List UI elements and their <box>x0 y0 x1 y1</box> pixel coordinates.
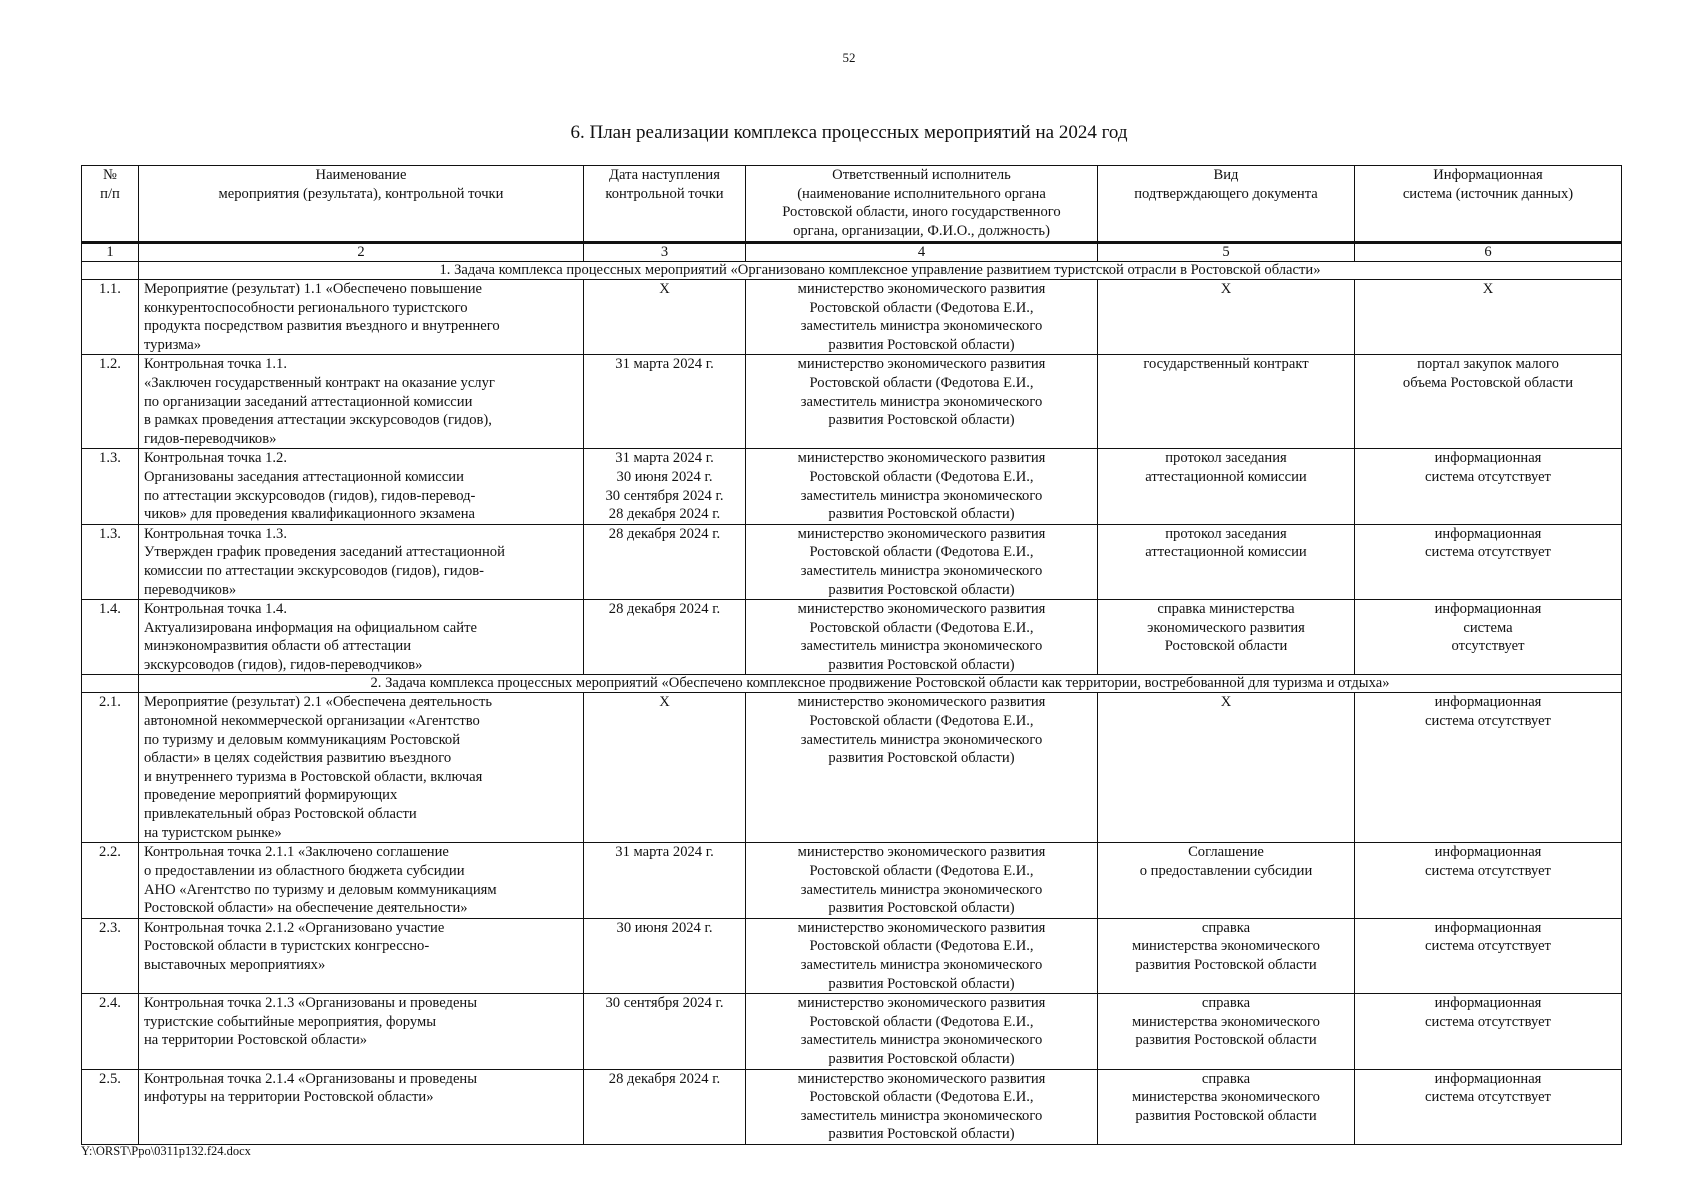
column-number-cell: 6 <box>1355 243 1622 262</box>
control-date: 28 декабря 2024 г. <box>584 524 746 599</box>
confirming-document: протокол заседания аттестационной комиссии <box>1098 449 1355 524</box>
table-row <box>82 994 1622 1069</box>
header-row <box>82 166 1622 243</box>
column-number-cell: 1 <box>82 243 139 262</box>
plan-table <box>81 165 1622 1145</box>
activity-name: Мероприятие (результат) 1.1 «Обеспечено повышение конкурентоспособности регионального туристского продукта посредством развития въездного и внутреннего туризма» <box>139 280 584 355</box>
row-number: 2.2. <box>82 843 139 918</box>
information-system: информационная система отсутствует <box>1355 600 1622 675</box>
confirming-document: X <box>1098 693 1355 843</box>
confirming-document: справка министерства экономического развития Ростовской области <box>1098 994 1355 1069</box>
control-date: 31 марта 2024 г. <box>584 355 746 449</box>
control-date: 30 июня 2024 г. <box>584 918 746 993</box>
table-row <box>82 449 1622 524</box>
row-number: 1.1. <box>82 280 139 355</box>
control-date: 31 марта 2024 г. <box>584 843 746 918</box>
activity-name: Контрольная точка 1.2. Организованы заседания аттестационной комиссии по аттестации экскурсоводов (гидов), гидов-перевод- чиков» для проведения квалификационного экзамена <box>139 449 584 524</box>
row-number: 1.3. <box>82 524 139 599</box>
file-path: Y:\ORST\Ppo\0311p132.f24.docx <box>81 1144 251 1158</box>
information-system: портал закупок малого объема Ростовской области <box>1355 355 1622 449</box>
confirming-document: справка министерства экономического развития Ростовской области <box>1098 918 1355 993</box>
header-cell: № п/п <box>82 166 139 243</box>
confirming-document: государственный контракт <box>1098 355 1355 449</box>
table-row <box>82 355 1622 449</box>
activity-name: Контрольная точка 1.4. Актуализирована информация на официальном сайте минэкономразвития области об аттестации экскурсоводов (гидов), гидов-переводчиков» <box>139 600 584 675</box>
header-cell: Вид подтверждающего документа <box>1098 166 1355 243</box>
information-system: информационная система отсутствует <box>1355 1069 1622 1144</box>
information-system: информационная система отсутствует <box>1355 994 1622 1069</box>
section-blank-cell <box>82 675 139 693</box>
activity-name: Контрольная точка 2.1.3 «Организованы и проведены туристские событийные мероприятия, форумы на территории Ростовской области» <box>139 994 584 1069</box>
information-system: информационная система отсутствует <box>1355 524 1622 599</box>
confirming-document: Соглашение о предоставлении субсидии <box>1098 843 1355 918</box>
control-date: X <box>584 280 746 355</box>
responsible-executor: министерство экономического развития Ростовской области (Федотова Е.И., заместитель министра экономического развития Ростовской области) <box>746 524 1098 599</box>
section-row <box>82 675 1622 693</box>
table-row <box>82 1069 1622 1144</box>
information-system: X <box>1355 280 1622 355</box>
responsible-executor: министерство экономического развития Ростовской области (Федотова Е.И., заместитель министра экономического развития Ростовской области) <box>746 280 1098 355</box>
header-cell: Ответственный исполнитель (наименование исполнительного органа Ростовской области, иного государственного органа, организации, Ф.И.О., должность) <box>746 166 1098 243</box>
table-row <box>82 843 1622 918</box>
responsible-executor: министерство экономического развития Ростовской области (Федотова Е.И., заместитель министра экономического развития Ростовской области) <box>746 994 1098 1069</box>
row-number: 1.2. <box>82 355 139 449</box>
activity-name: Мероприятие (результат) 2.1 «Обеспечена деятельность автономной некоммерческой организации «Агентство по туризму и деловым коммуникациям Ростовской области» в целях содействия развитию въездного и внутреннего туризма в Ростовской области, включая проведение мероприятий формирующих привлекательный образ Ростовской области на туристском рынке» <box>139 693 584 843</box>
section-row <box>82 262 1622 280</box>
table-row <box>82 693 1622 843</box>
responsible-executor: министерство экономического развития Ростовской области (Федотова Е.И., заместитель министра экономического развития Ростовской области) <box>746 693 1098 843</box>
header-cell: Дата наступления контрольной точки <box>584 166 746 243</box>
row-number: 2.1. <box>82 693 139 843</box>
control-date: 31 марта 2024 г. 30 июня 2024 г. 30 сентября 2024 г. 28 декабря 2024 г. <box>584 449 746 524</box>
control-date: 28 декабря 2024 г. <box>584 600 746 675</box>
responsible-executor: министерство экономического развития Ростовской области (Федотова Е.И., заместитель министра экономического развития Ростовской области) <box>746 600 1098 675</box>
information-system: информационная система отсутствует <box>1355 918 1622 993</box>
control-date: 28 декабря 2024 г. <box>584 1069 746 1144</box>
row-number: 1.3. <box>82 449 139 524</box>
row-number: 2.3. <box>82 918 139 993</box>
column-number-cell: 2 <box>139 243 584 262</box>
header-cell: Наименование мероприятия (результата), контрольной точки <box>139 166 584 243</box>
column-number-row <box>82 243 1622 262</box>
header-cell: Информационная система (источник данных) <box>1355 166 1622 243</box>
information-system: информационная система отсутствует <box>1355 843 1622 918</box>
document-title: 6. План реализации комплекса процессных мероприятий на 2024 год <box>570 122 1128 143</box>
table-row <box>82 524 1622 599</box>
section-blank-cell <box>82 262 139 280</box>
column-number-cell: 5 <box>1098 243 1355 262</box>
information-system: информационная система отсутствует <box>1355 693 1622 843</box>
confirming-document: X <box>1098 280 1355 355</box>
column-number-cell: 4 <box>746 243 1098 262</box>
control-date: 30 сентября 2024 г. <box>584 994 746 1069</box>
responsible-executor: министерство экономического развития Ростовской области (Федотова Е.И., заместитель министра экономического развития Ростовской области) <box>746 1069 1098 1144</box>
confirming-document: справка министерства экономического развития Ростовской области <box>1098 600 1355 675</box>
activity-name: Контрольная точка 1.1. «Заключен государственный контракт на оказание услуг по организации заседаний аттестационной комиссии в рамках проведения аттестации экскурсоводов (гидов), гидов-переводчиков» <box>139 355 584 449</box>
confirming-document: справка министерства экономического развития Ростовской области <box>1098 1069 1355 1144</box>
activity-name: Контрольная точка 2.1.1 «Заключено соглашение о предоставлении из областного бюджета субсидии АНО «Агентство по туризму и деловым коммуникациям Ростовской области» на обеспечение деятельности» <box>139 843 584 918</box>
activity-name: Контрольная точка 2.1.4 «Организованы и проведены инфотуры на территории Ростовской области» <box>139 1069 584 1144</box>
row-number: 2.4. <box>82 994 139 1069</box>
confirming-document: протокол заседания аттестационной комиссии <box>1098 524 1355 599</box>
section-title: 1. Задача комплекса процессных мероприятий «Организовано комплексное управление развитием туристской отрасли в Ростовской области» <box>139 262 1622 280</box>
section-title: 2. Задача комплекса процессных мероприятий «Обеспечено комплексное продвижение Ростовской области как территории, востребованной для туризма и отдыха» <box>139 675 1622 693</box>
responsible-executor: министерство экономического развития Ростовской области (Федотова Е.И., заместитель министра экономического развития Ростовской области) <box>746 918 1098 993</box>
table-row <box>82 918 1622 993</box>
information-system: информационная система отсутствует <box>1355 449 1622 524</box>
activity-name: Контрольная точка 2.1.2 «Организовано участие Ростовской области в туристских конгрессно- выставочных мероприятиях» <box>139 918 584 993</box>
control-date: X <box>584 693 746 843</box>
responsible-executor: министерство экономического развития Ростовской области (Федотова Е.И., заместитель министра экономического развития Ростовской области) <box>746 449 1098 524</box>
page-number: 52 <box>842 50 856 65</box>
column-number-cell: 3 <box>584 243 746 262</box>
row-number: 2.5. <box>82 1069 139 1144</box>
responsible-executor: министерство экономического развития Ростовской области (Федотова Е.И., заместитель министра экономического развития Ростовской области) <box>746 355 1098 449</box>
table-row <box>82 600 1622 675</box>
responsible-executor: министерство экономического развития Ростовской области (Федотова Е.И., заместитель министра экономического развития Ростовской области) <box>746 843 1098 918</box>
activity-name: Контрольная точка 1.3. Утвержден график проведения заседаний аттестационной комиссии по аттестации экскурсоводов (гидов), гидов- переводчиков» <box>139 524 584 599</box>
row-number: 1.4. <box>82 600 139 675</box>
table-row <box>82 280 1622 355</box>
